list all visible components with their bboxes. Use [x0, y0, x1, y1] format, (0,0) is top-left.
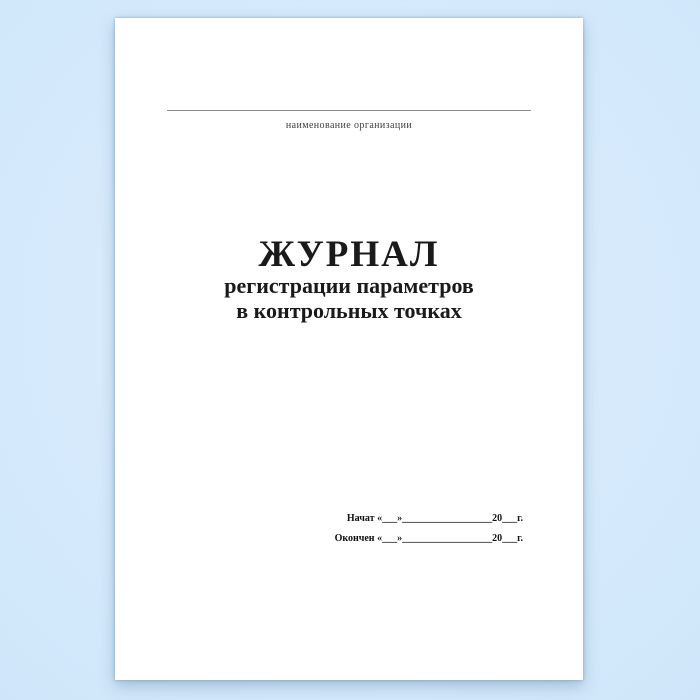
journal-subtitle-line1: регистрации параметров [224, 273, 474, 298]
end-date-blank: «___»__________________20___г. [377, 533, 523, 544]
journal-subtitle-line2: в контрольных точках [236, 298, 462, 323]
org-name-blank-line [167, 110, 531, 111]
start-date-blank: «___»__________________20___г. [377, 513, 523, 524]
journal-cover-page [115, 18, 583, 680]
end-date-label: Окончен [334, 533, 375, 544]
journal-title: ЖУРНАЛ [258, 234, 440, 275]
end-date-row [115, 529, 523, 549]
start-date-label: Начат [346, 513, 375, 524]
org-name-caption: наименование организации [285, 120, 413, 131]
journal-subtitle [115, 273, 583, 323]
date-fields [115, 509, 523, 549]
start-date-row [115, 509, 523, 529]
